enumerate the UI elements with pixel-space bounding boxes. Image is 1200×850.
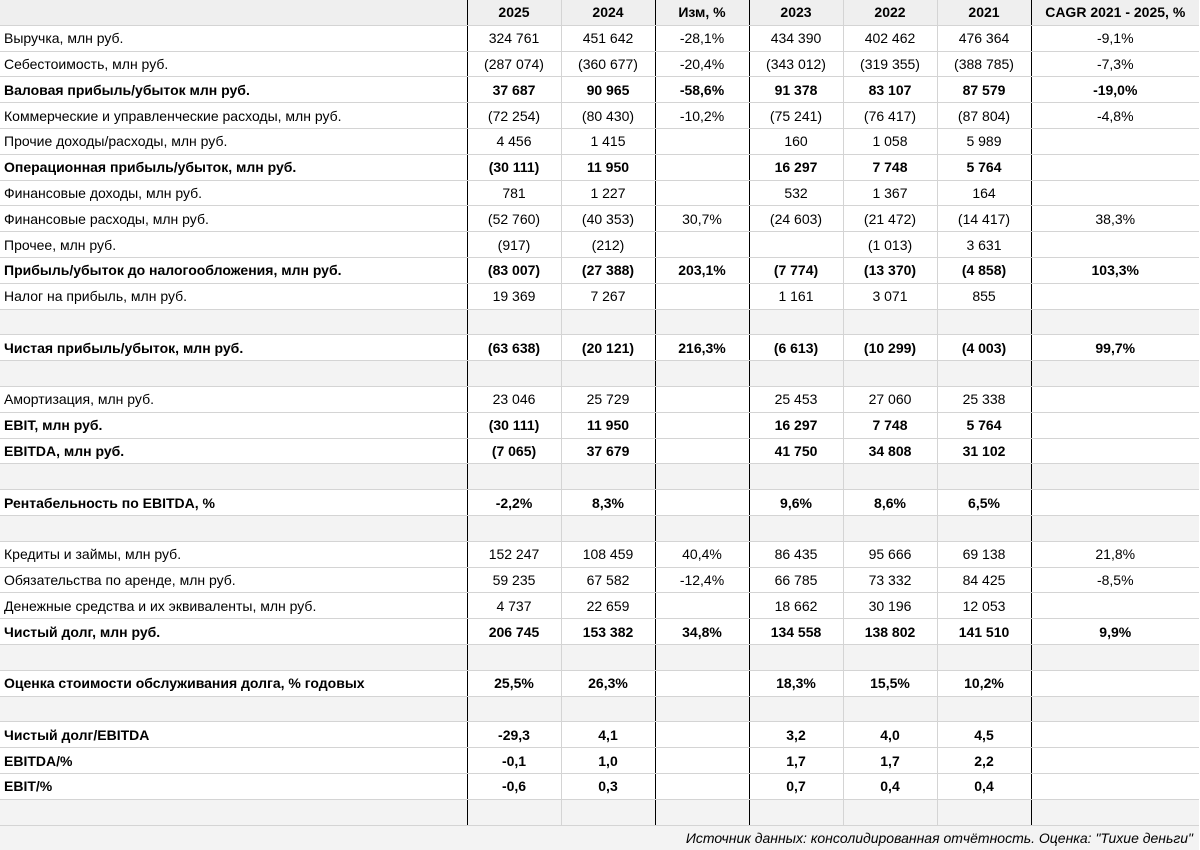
cell-2024: 4,1	[561, 722, 655, 748]
cell-2024: 8,3%	[561, 490, 655, 516]
row-label: EBIT/%	[0, 773, 467, 799]
cell-2021: 6,5%	[937, 490, 1031, 516]
spacer-cell	[467, 515, 561, 541]
spacer-cell	[561, 361, 655, 387]
cell-2021: (14 417)	[937, 206, 1031, 232]
row-label: EBIT, млн руб.	[0, 412, 467, 438]
cell-2023: 1 161	[749, 283, 843, 309]
cell-cagr	[1031, 283, 1199, 309]
cell-change: -28,1%	[655, 25, 749, 51]
cell-2021: 69 138	[937, 541, 1031, 567]
cell-2021: 3 631	[937, 232, 1031, 258]
spacer-cell	[655, 799, 749, 825]
cell-2024: 1 415	[561, 128, 655, 154]
cell-2025: -29,3	[467, 722, 561, 748]
cell-2025: 37 687	[467, 77, 561, 103]
spacer-row	[0, 799, 1199, 825]
cell-cagr: 21,8%	[1031, 541, 1199, 567]
cell-2025: (63 638)	[467, 335, 561, 361]
cell-cagr: -4,8%	[1031, 103, 1199, 129]
cell-2022: 7 748	[843, 412, 937, 438]
cell-2021: 476 364	[937, 25, 1031, 51]
spacer-cell	[843, 464, 937, 490]
row-label: Кредиты и займы, млн руб.	[0, 541, 467, 567]
cell-2022: 0,4	[843, 773, 937, 799]
cell-2022: (13 370)	[843, 257, 937, 283]
cell-2025: 152 247	[467, 541, 561, 567]
header-cell-2023: 2023	[749, 0, 843, 25]
row-label: Финансовые доходы, млн руб.	[0, 180, 467, 206]
cell-change: 30,7%	[655, 206, 749, 232]
spacer-cell	[0, 309, 467, 335]
cell-change: -10,2%	[655, 103, 749, 129]
cell-cagr	[1031, 438, 1199, 464]
spacer-cell	[467, 696, 561, 722]
table-header-row	[0, 0, 1199, 25]
cell-cagr	[1031, 128, 1199, 154]
spacer-cell	[561, 644, 655, 670]
row-label: Денежные средства и их эквиваленты, млн руб.	[0, 593, 467, 619]
row-label: Амортизация, млн руб.	[0, 386, 467, 412]
table-row	[0, 490, 1199, 516]
cell-2021: 164	[937, 180, 1031, 206]
table-row	[0, 51, 1199, 77]
table-row	[0, 283, 1199, 309]
cell-change	[655, 180, 749, 206]
cell-change: -58,6%	[655, 77, 749, 103]
cell-2021: 12 053	[937, 593, 1031, 619]
header-cell-cagr: CAGR 2021 - 2025, %	[1031, 0, 1199, 25]
spacer-row	[0, 696, 1199, 722]
row-label: Рентабельность по EBITDA, %	[0, 490, 467, 516]
table-row	[0, 335, 1199, 361]
cell-2025: -0,1	[467, 748, 561, 774]
cell-change: 40,4%	[655, 541, 749, 567]
cell-cagr	[1031, 386, 1199, 412]
cell-2025: (917)	[467, 232, 561, 258]
cell-2022: 8,6%	[843, 490, 937, 516]
header-cell-label	[0, 0, 467, 25]
spacer-cell	[843, 361, 937, 387]
spacer-cell	[0, 361, 467, 387]
cell-2025: 59 235	[467, 567, 561, 593]
cell-2023: 41 750	[749, 438, 843, 464]
cell-2024: 90 965	[561, 77, 655, 103]
cell-2022: 73 332	[843, 567, 937, 593]
row-label: Прочее, млн руб.	[0, 232, 467, 258]
cell-change	[655, 748, 749, 774]
cell-2022: 95 666	[843, 541, 937, 567]
cell-change	[655, 386, 749, 412]
cell-change: 216,3%	[655, 335, 749, 361]
cell-change	[655, 232, 749, 258]
table-row	[0, 232, 1199, 258]
cell-cagr: -8,5%	[1031, 567, 1199, 593]
cell-2023: (24 603)	[749, 206, 843, 232]
cell-change	[655, 154, 749, 180]
cell-2022: 34 808	[843, 438, 937, 464]
cell-cagr	[1031, 593, 1199, 619]
table-row	[0, 593, 1199, 619]
row-label: Валовая прибыль/убыток млн руб.	[0, 77, 467, 103]
spacer-cell	[749, 644, 843, 670]
cell-cagr	[1031, 180, 1199, 206]
spacer-cell	[937, 644, 1031, 670]
table-row	[0, 412, 1199, 438]
cell-2022: 3 071	[843, 283, 937, 309]
spacer-cell	[0, 696, 467, 722]
row-label: Чистая прибыль/убыток, млн руб.	[0, 335, 467, 361]
spacer-cell	[937, 515, 1031, 541]
spacer-cell	[467, 309, 561, 335]
spacer-cell	[1031, 361, 1199, 387]
spacer-cell	[843, 309, 937, 335]
row-label: Прочие доходы/расходы, млн руб.	[0, 128, 467, 154]
spacer-cell	[655, 464, 749, 490]
cell-change	[655, 722, 749, 748]
cell-2024: 1,0	[561, 748, 655, 774]
cell-2023: (343 012)	[749, 51, 843, 77]
cell-2024: 7 267	[561, 283, 655, 309]
spacer-cell	[937, 799, 1031, 825]
cell-cagr	[1031, 490, 1199, 516]
cell-2021: 31 102	[937, 438, 1031, 464]
cell-2023: 16 297	[749, 154, 843, 180]
spacer-row	[0, 361, 1199, 387]
row-label: EBITDA/%	[0, 748, 467, 774]
cell-cagr	[1031, 722, 1199, 748]
cell-2024: (40 353)	[561, 206, 655, 232]
table-row	[0, 128, 1199, 154]
cell-2022: 27 060	[843, 386, 937, 412]
spacer-cell	[0, 464, 467, 490]
header-cell-2021: 2021	[937, 0, 1031, 25]
table-row	[0, 438, 1199, 464]
cell-2021: 5 989	[937, 128, 1031, 154]
spacer-cell	[655, 696, 749, 722]
table-row	[0, 567, 1199, 593]
cell-2021: 5 764	[937, 412, 1031, 438]
table-row	[0, 180, 1199, 206]
spacer-cell	[937, 696, 1031, 722]
spacer-cell	[1031, 696, 1199, 722]
cell-2023: 160	[749, 128, 843, 154]
cell-2025: 23 046	[467, 386, 561, 412]
cell-2024: 451 642	[561, 25, 655, 51]
cell-2023: 16 297	[749, 412, 843, 438]
table-row	[0, 748, 1199, 774]
row-label: Налог на прибыль, млн руб.	[0, 283, 467, 309]
spacer-cell	[467, 361, 561, 387]
spacer-cell	[655, 644, 749, 670]
cell-2023: 0,7	[749, 773, 843, 799]
cell-2023: 1,7	[749, 748, 843, 774]
header-cell-2025: 2025	[467, 0, 561, 25]
cell-2024: 25 729	[561, 386, 655, 412]
cell-2024: 153 382	[561, 619, 655, 645]
cell-2025: (72 254)	[467, 103, 561, 129]
cell-2023: 91 378	[749, 77, 843, 103]
cell-2021: 0,4	[937, 773, 1031, 799]
cell-2024: (27 388)	[561, 257, 655, 283]
spacer-cell	[843, 799, 937, 825]
cell-2023: 18 662	[749, 593, 843, 619]
spacer-cell	[749, 799, 843, 825]
cell-2022: (76 417)	[843, 103, 937, 129]
spacer-cell	[561, 464, 655, 490]
spacer-row	[0, 515, 1199, 541]
cell-2022: 15,5%	[843, 670, 937, 696]
spacer-cell	[467, 799, 561, 825]
spacer-cell	[467, 644, 561, 670]
cell-2021: 25 338	[937, 386, 1031, 412]
spacer-cell	[655, 309, 749, 335]
table-row	[0, 77, 1199, 103]
cell-2021: (4 003)	[937, 335, 1031, 361]
cell-2022: 30 196	[843, 593, 937, 619]
row-label: Коммерческие и управленческие расходы, млн руб.	[0, 103, 467, 129]
row-label: Финансовые расходы, млн руб.	[0, 206, 467, 232]
cell-2021: (4 858)	[937, 257, 1031, 283]
spacer-cell	[937, 464, 1031, 490]
table-row	[0, 722, 1199, 748]
cell-2022: 7 748	[843, 154, 937, 180]
cell-2025: (30 111)	[467, 154, 561, 180]
cell-2024: (80 430)	[561, 103, 655, 129]
cell-2024: 1 227	[561, 180, 655, 206]
cell-2023	[749, 232, 843, 258]
cell-2025: (287 074)	[467, 51, 561, 77]
cell-2021: 141 510	[937, 619, 1031, 645]
cell-2023: 25 453	[749, 386, 843, 412]
cell-2024: (360 677)	[561, 51, 655, 77]
spacer-cell	[561, 799, 655, 825]
table-row	[0, 206, 1199, 232]
cell-change: 34,8%	[655, 619, 749, 645]
cell-2024: (20 121)	[561, 335, 655, 361]
spacer-cell	[749, 361, 843, 387]
spacer-row	[0, 464, 1199, 490]
cell-change: 203,1%	[655, 257, 749, 283]
table-body	[0, 25, 1199, 825]
row-label: EBITDA, млн руб.	[0, 438, 467, 464]
cell-2025: 324 761	[467, 25, 561, 51]
cell-change	[655, 773, 749, 799]
cell-change	[655, 670, 749, 696]
spacer-cell	[561, 696, 655, 722]
cell-cagr: -9,1%	[1031, 25, 1199, 51]
cell-2025: 781	[467, 180, 561, 206]
cell-2025: 25,5%	[467, 670, 561, 696]
cell-cagr: 9,9%	[1031, 619, 1199, 645]
table-row	[0, 670, 1199, 696]
cell-2021: 5 764	[937, 154, 1031, 180]
cell-2024: (212)	[561, 232, 655, 258]
spacer-cell	[561, 309, 655, 335]
cell-2025: (83 007)	[467, 257, 561, 283]
cell-2023: 434 390	[749, 25, 843, 51]
cell-2025: -0,6	[467, 773, 561, 799]
spacer-cell	[0, 515, 467, 541]
spacer-cell	[843, 515, 937, 541]
cell-2025: (52 760)	[467, 206, 561, 232]
spacer-cell	[1031, 799, 1199, 825]
cell-2021: 87 579	[937, 77, 1031, 103]
cell-cagr: 103,3%	[1031, 257, 1199, 283]
cell-2022: (21 472)	[843, 206, 937, 232]
spacer-cell	[749, 515, 843, 541]
cell-2024: 22 659	[561, 593, 655, 619]
spacer-cell	[467, 464, 561, 490]
cell-change	[655, 412, 749, 438]
table-row	[0, 386, 1199, 412]
cell-cagr: 99,7%	[1031, 335, 1199, 361]
cell-2021: 10,2%	[937, 670, 1031, 696]
spacer-row	[0, 644, 1199, 670]
cell-2022: (10 299)	[843, 335, 937, 361]
cell-2023: 532	[749, 180, 843, 206]
cell-cagr: -7,3%	[1031, 51, 1199, 77]
cell-2025: 19 369	[467, 283, 561, 309]
cell-2021: (388 785)	[937, 51, 1031, 77]
cell-2024: 26,3%	[561, 670, 655, 696]
cell-2024: 11 950	[561, 412, 655, 438]
cell-2021: 4,5	[937, 722, 1031, 748]
cell-cagr	[1031, 773, 1199, 799]
cell-2022: 138 802	[843, 619, 937, 645]
cell-change	[655, 438, 749, 464]
cell-2025: (7 065)	[467, 438, 561, 464]
cell-cagr: 38,3%	[1031, 206, 1199, 232]
header-cell-change: Изм, %	[655, 0, 749, 25]
row-label: Прибыль/убыток до налогообложения, млн руб.	[0, 257, 467, 283]
cell-2022: (319 355)	[843, 51, 937, 77]
row-label: Обязательства по аренде, млн руб.	[0, 567, 467, 593]
row-label: Выручка, млн руб.	[0, 25, 467, 51]
cell-2021: (87 804)	[937, 103, 1031, 129]
cell-2023: 66 785	[749, 567, 843, 593]
cell-2025: 206 745	[467, 619, 561, 645]
cell-cagr	[1031, 412, 1199, 438]
cell-2024: 37 679	[561, 438, 655, 464]
cell-2023: 134 558	[749, 619, 843, 645]
cell-2023: 18,3%	[749, 670, 843, 696]
cell-2022: 83 107	[843, 77, 937, 103]
cell-2025: 4 456	[467, 128, 561, 154]
cell-2023: (6 613)	[749, 335, 843, 361]
cell-2023: (7 774)	[749, 257, 843, 283]
spacer-row	[0, 309, 1199, 335]
cell-change	[655, 283, 749, 309]
cell-2023: 86 435	[749, 541, 843, 567]
cell-change	[655, 593, 749, 619]
cell-2023: 9,6%	[749, 490, 843, 516]
spacer-cell	[937, 309, 1031, 335]
cell-2024: 67 582	[561, 567, 655, 593]
row-label: Чистый долг/EBITDA	[0, 722, 467, 748]
row-label: Чистый долг, млн руб.	[0, 619, 467, 645]
cell-2022: 1 367	[843, 180, 937, 206]
table-row	[0, 25, 1199, 51]
spacer-cell	[749, 696, 843, 722]
table-row	[0, 541, 1199, 567]
cell-2022: 1 058	[843, 128, 937, 154]
cell-change	[655, 128, 749, 154]
spacer-cell	[937, 361, 1031, 387]
table-row	[0, 773, 1199, 799]
cell-2025: -2,2%	[467, 490, 561, 516]
cell-2022: 4,0	[843, 722, 937, 748]
cell-2022: 1,7	[843, 748, 937, 774]
spacer-cell	[1031, 464, 1199, 490]
cell-change	[655, 490, 749, 516]
cell-2024: 11 950	[561, 154, 655, 180]
cell-change: -20,4%	[655, 51, 749, 77]
table-row	[0, 257, 1199, 283]
spacer-cell	[655, 515, 749, 541]
cell-cagr	[1031, 670, 1199, 696]
source-note: Источник данных: консолидированная отчётность. Оценка: "Тихие деньги"	[0, 825, 1199, 850]
table-row	[0, 103, 1199, 129]
spacer-cell	[749, 309, 843, 335]
spacer-cell	[843, 644, 937, 670]
spacer-cell	[0, 644, 467, 670]
spacer-cell	[1031, 644, 1199, 670]
cell-cagr	[1031, 748, 1199, 774]
cell-change: -12,4%	[655, 567, 749, 593]
cell-cagr	[1031, 232, 1199, 258]
cell-2021: 2,2	[937, 748, 1031, 774]
cell-2022: (1 013)	[843, 232, 937, 258]
cell-cagr	[1031, 154, 1199, 180]
cell-2023: (75 241)	[749, 103, 843, 129]
header-cell-2022: 2022	[843, 0, 937, 25]
spacer-cell	[843, 696, 937, 722]
table-row	[0, 154, 1199, 180]
cell-2024: 0,3	[561, 773, 655, 799]
cell-2022: 402 462	[843, 25, 937, 51]
table-row	[0, 619, 1199, 645]
spacer-cell	[1031, 515, 1199, 541]
spacer-cell	[1031, 309, 1199, 335]
cell-2021: 84 425	[937, 567, 1031, 593]
row-label: Оценка стоимости обслуживания долга, % годовых	[0, 670, 467, 696]
cell-cagr: -19,0%	[1031, 77, 1199, 103]
row-label: Себестоимость, млн руб.	[0, 51, 467, 77]
spacer-cell	[0, 799, 467, 825]
header-cell-2024: 2024	[561, 0, 655, 25]
cell-2023: 3,2	[749, 722, 843, 748]
spacer-cell	[655, 361, 749, 387]
cell-2025: (30 111)	[467, 412, 561, 438]
cell-2025: 4 737	[467, 593, 561, 619]
cell-2021: 855	[937, 283, 1031, 309]
cell-2024: 108 459	[561, 541, 655, 567]
spacer-cell	[561, 515, 655, 541]
row-label: Операционная прибыль/убыток, млн руб.	[0, 154, 467, 180]
spacer-cell	[749, 464, 843, 490]
source-footer-row	[0, 825, 1199, 850]
